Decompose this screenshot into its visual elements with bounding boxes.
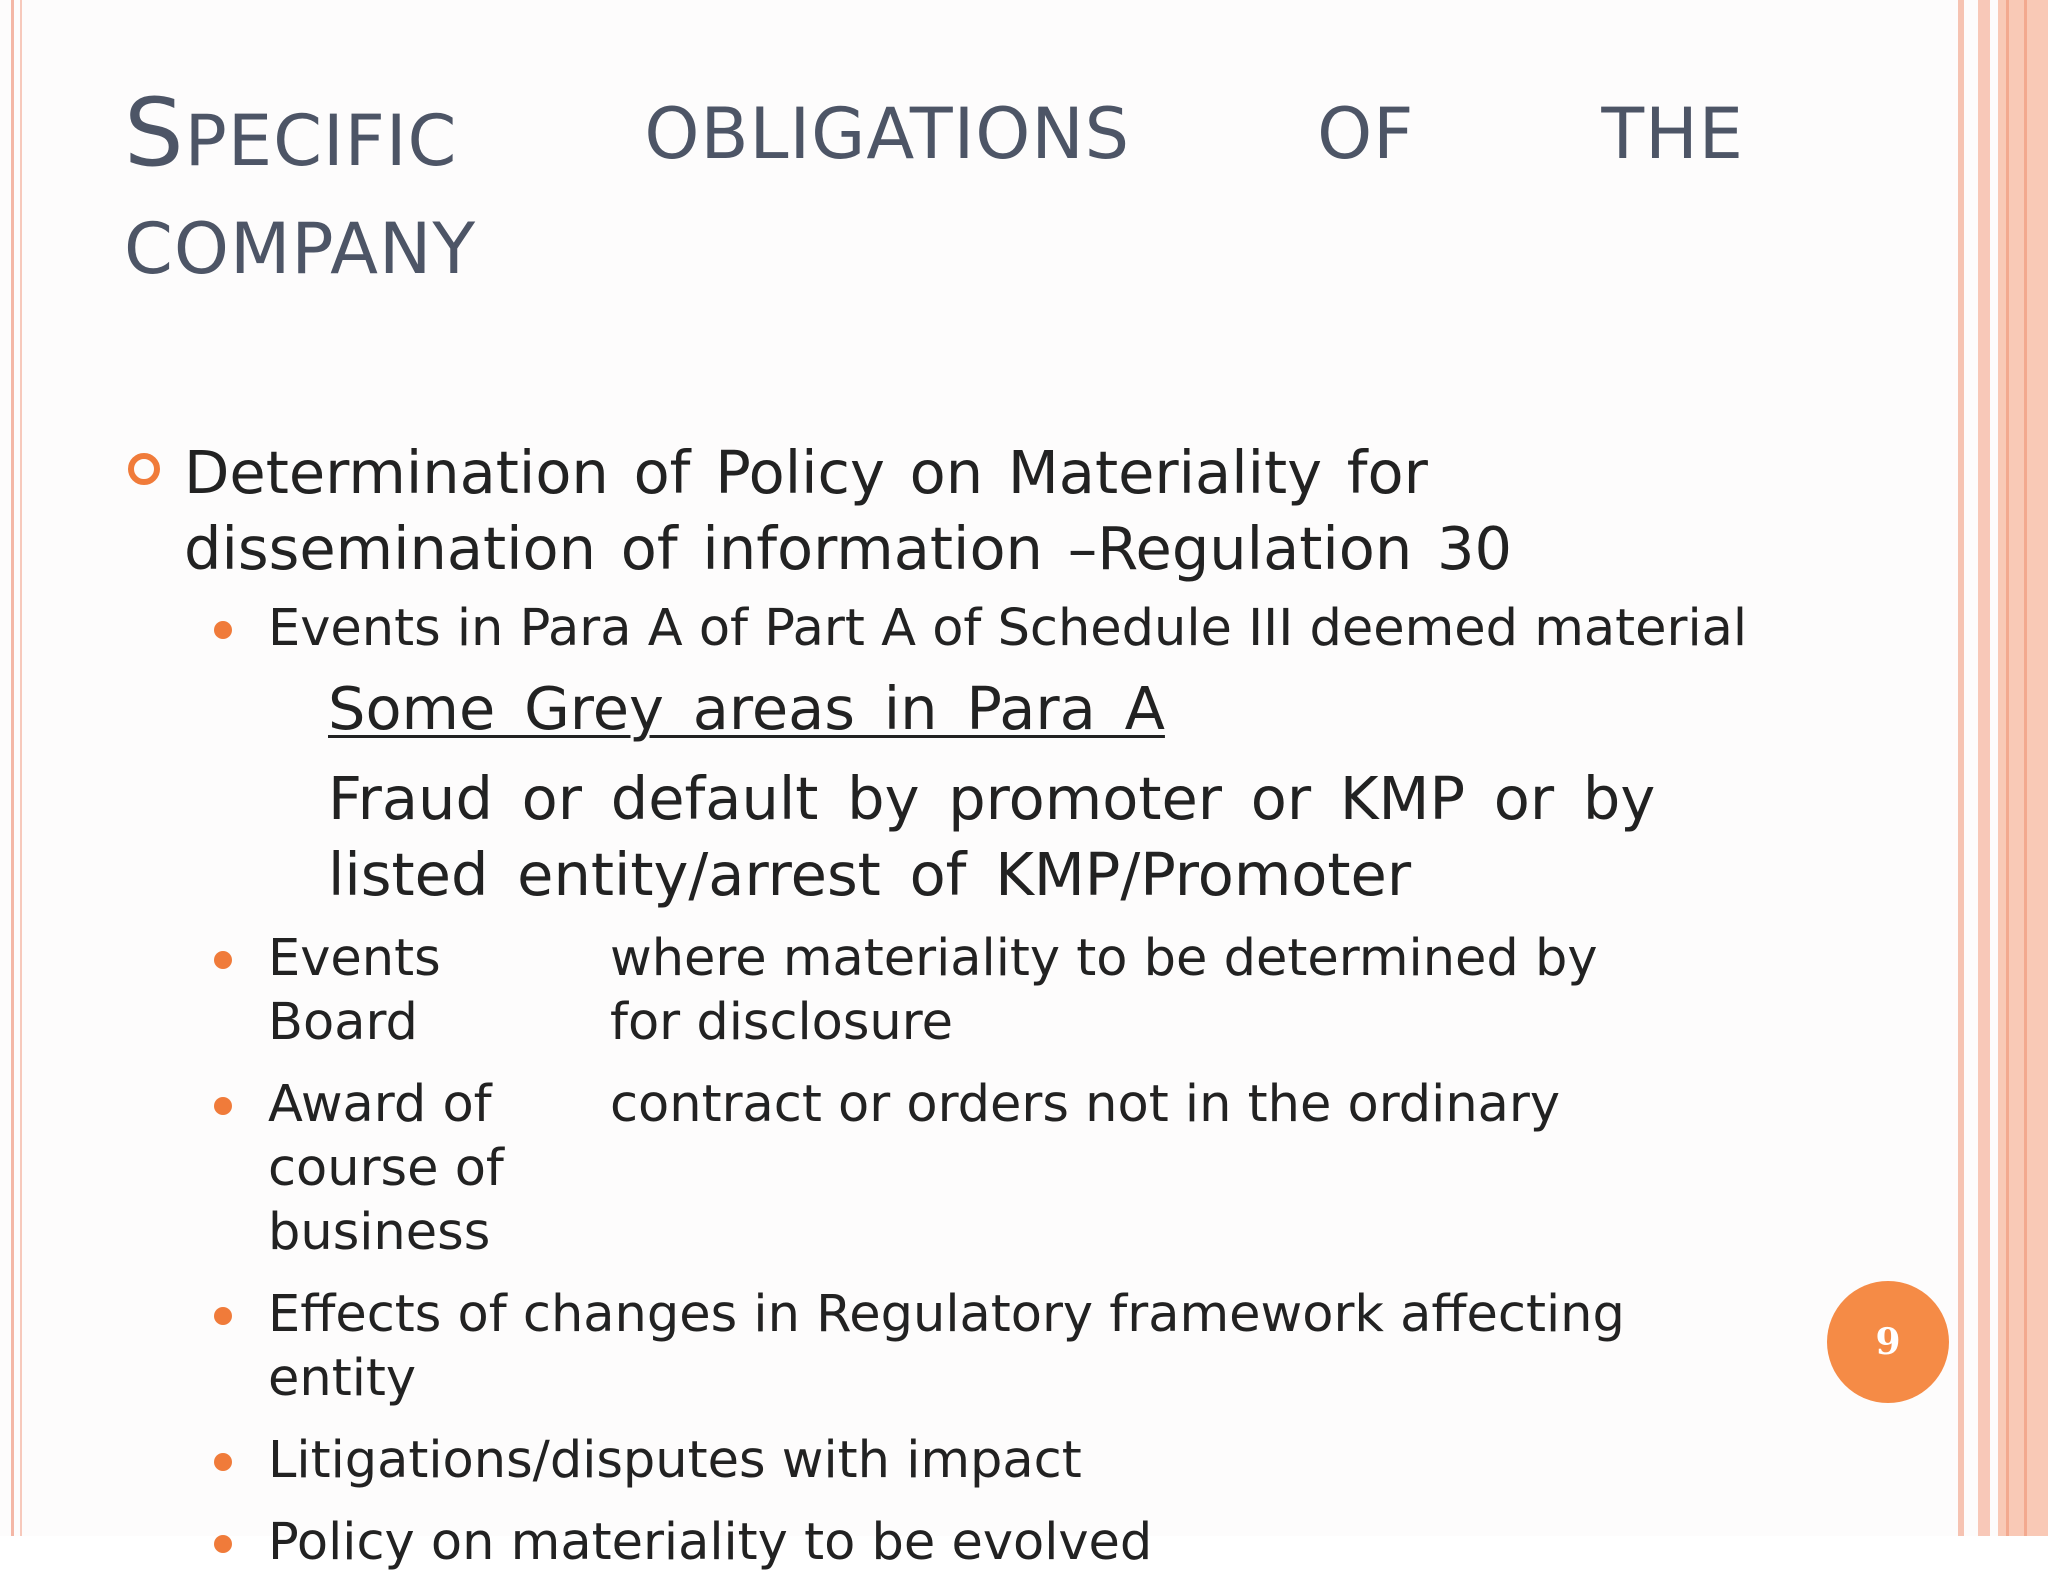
left-border-line: [11, 0, 14, 1536]
bullet-dot-icon: [214, 1535, 232, 1553]
main-bullet: [124, 435, 1764, 587]
slide-title: [124, 80, 1744, 303]
left-column: [268, 927, 610, 1055]
right-line-1: where materiality to be determined by: [610, 929, 1598, 988]
title-first-letter: S: [124, 79, 185, 188]
title-line-1: [124, 80, 1744, 195]
right-line-1: contract or orders not in the ordinary: [610, 1075, 1561, 1134]
title-line-2: COMPANY: [124, 208, 477, 290]
bullet-dot-icon: [214, 621, 232, 639]
sub-bullet-text: Events in Para A of Part A of Schedule III deemed material: [268, 599, 1748, 658]
sub-bullet-board: [124, 927, 1764, 1055]
right-line-2: for disclosure: [610, 993, 953, 1052]
left-line-1: Award of: [268, 1075, 492, 1134]
sub-bullet-text: Litigations/disputes with impact: [268, 1431, 1082, 1490]
title-word-of: OF: [1317, 93, 1415, 175]
grey-areas-line-1: Fraud or default by promoter or KMP or by: [328, 764, 1656, 833]
title-word-obligations: OBLIGATIONS: [644, 93, 1131, 175]
title-word1-rest: PECIFIC: [184, 100, 458, 182]
sub-bullet-award: [124, 1073, 1764, 1265]
main-bullet-line-2: dissemination of information –Regulation 30: [184, 514, 1513, 583]
sub-bullet-line-1: Effects of changes in Regulatory framework affecting: [268, 1285, 1625, 1344]
right-stripe: [1978, 0, 1990, 1536]
page-number-badge: 9: [1827, 1281, 1949, 1403]
right-stripe-line: [2006, 0, 2009, 1536]
bullet-dot-icon: [214, 1097, 232, 1115]
two-column-text: [268, 927, 1764, 1055]
grey-areas-heading: Some Grey areas in Para A: [328, 674, 1165, 743]
bullet-dot-icon: [214, 951, 232, 969]
slide-content: [124, 435, 1764, 1575]
right-column: [610, 1073, 1710, 1265]
two-column-text: [268, 1073, 1764, 1265]
left-border-line-inner: [20, 0, 22, 1536]
right-stripe-line: [2024, 0, 2027, 1536]
sub-bullet-regulatory: [124, 1283, 1764, 1411]
right-column: [610, 927, 1710, 1055]
bullet-dot-icon: [214, 1453, 232, 1471]
sub-bullet-litigations: [124, 1429, 1764, 1493]
left-line-1: Events: [268, 929, 441, 988]
left-column: [268, 1073, 610, 1265]
grey-areas-block: [124, 671, 1764, 913]
sub-bullet-policy: [124, 1511, 1764, 1575]
left-line-2: Board: [268, 993, 418, 1052]
title-word-the: THE: [1601, 93, 1744, 175]
title-word-specific: [124, 80, 457, 195]
sub-bullet-schedule: [124, 597, 1764, 661]
bullet-dot-icon: [214, 1307, 232, 1325]
sub-bullet-line-2: entity: [268, 1349, 417, 1408]
right-stripe: [1958, 0, 1964, 1536]
left-line-3: business: [268, 1203, 491, 1262]
sub-bullet-text: Policy on materiality to be evolved: [268, 1513, 1153, 1572]
ring-bullet-icon: [128, 453, 160, 485]
main-bullet-line-1: Determination of Policy on Materiality for: [184, 438, 1428, 507]
grey-areas-line-2: listed entity/arrest of KMP/Promoter: [328, 840, 1412, 909]
left-line-2: course of: [268, 1139, 504, 1198]
